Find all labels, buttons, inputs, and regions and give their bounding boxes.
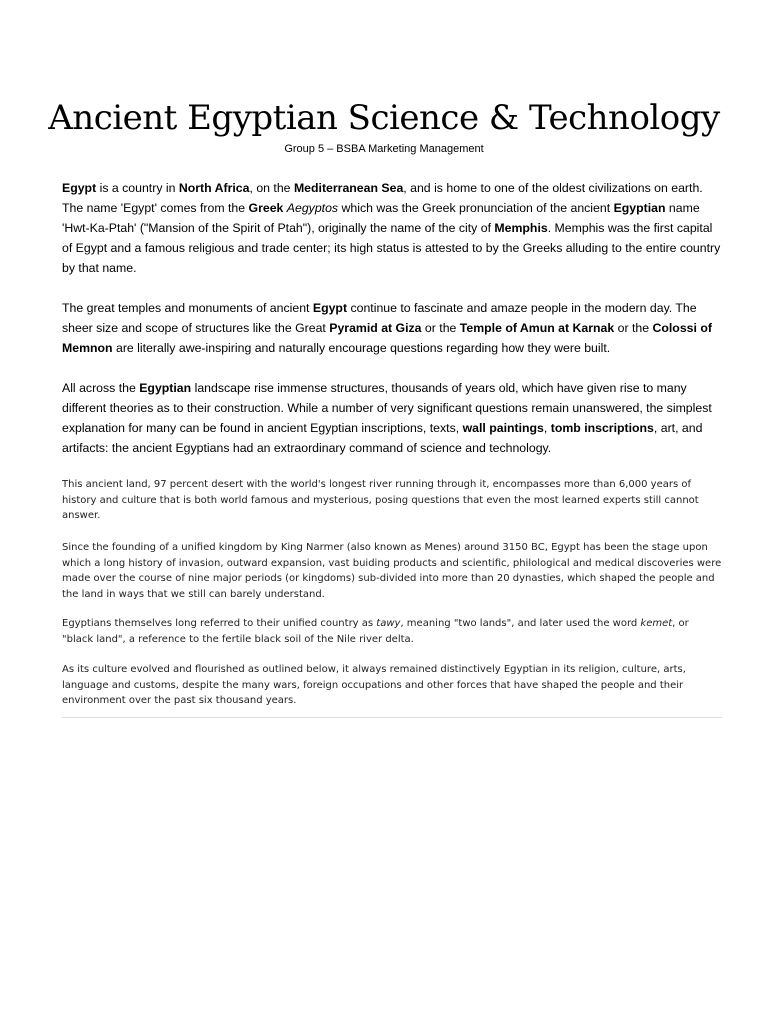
paragraph-egypt-intro [62,178,722,278]
text-span: are literally awe-inspiring and naturally encourage questions regarding how they were built. [112,341,611,355]
term-kemet: kemet [640,618,673,629]
text-span: , on the [249,181,294,195]
text-span: All across the [62,381,140,395]
page-title: Ancient Egyptian Science & Technology [48,98,720,138]
paragraph-ancient-land: This ancient land, 97 percent desert with the world's longest river running through it, encompasses more than 6,000 years of history and culture that is both world famous and mysterious, posing questions that even the most learned experts still cannot answer. [62,479,699,521]
keyword-north-africa: North Africa [178,181,250,195]
page-subtitle: Group 5 – BSBA Marketing Management [284,143,484,155]
term-tawy: tawy [376,618,401,629]
keyword-memphis: Memphis [494,221,548,235]
text-span: , and is home to one of the oldest civilizations on earth. The name 'Egypt' comes from the [62,181,703,215]
keyword-temple-of-amun: Temple of Amun at Karnak [459,321,615,335]
text-span: The great temples and monuments of ancient [62,301,313,315]
text-span: name 'Hwt-Ka-Ptah' ("Mansion of the Spirit of Ptah"), originally the name of the city of [62,201,700,235]
text-span: continue to fascinate and amaze people in the modern day. The sheer size and scope of structures like the Great [62,301,697,335]
keyword-colossi-of-memnon: Colossi of Memnon [62,321,712,355]
text-span: , art, and artifacts: the ancient Egyptians had an extraordinary command of science and technology. [62,421,703,455]
keyword-mediterranean-sea: Mediterranean Sea [293,181,404,195]
paragraph-structures [62,378,722,458]
paragraph-unified-kingdom: Since the founding of a unified kingdom by King Narmer (also known as Menes) around 3150 BC, Egypt has been the stage upon which a long history of invasion, outward expansion, vast buiding products and scientific, philological and medical discoveries were made over the course of nine major periods (or kingdoms) sub-divided into more than 20 dynasties, which shaped the people and the land in ways that we still can barely understand. [62,542,722,600]
keyword-wall-paintings: wall paintings [462,421,544,435]
keyword-egyptian: Egyptian [139,381,192,395]
paragraph-monuments [62,298,722,358]
text-span: which was the Greek pronunciation of the ancient [338,201,614,215]
section-divider [62,717,722,718]
keyword-greek: Greek [248,201,284,215]
keyword-egypt: Egypt [312,301,348,315]
paragraph-culture: As its culture evolved and flourished as outlined below, it always remained distinctively Egyptian in its religion, culture, arts, language and customs, despite the many wars, foreign occupations and other forces that have shaped the people and their environment over the past six thousand years. [62,664,686,706]
text-span: . Memphis was the first capital of Egypt and a famous religious and trade center; its high status is attested to by the Greeks alluding to the entire country by that name. [62,221,721,275]
text-span: , or "black land", a reference to the fertile black soil of the Nile river delta. [62,618,689,645]
paragraph-two-lands [62,616,722,647]
keyword-tomb-inscriptions: tomb inscriptions [550,421,654,435]
term-aegyptos: Aegyptos [286,201,339,215]
keyword-egypt: Egypt [62,181,97,195]
text-span: , meaning "two lands", and later used the word [400,618,641,629]
text-span: , [543,421,551,435]
text-span: or the [421,321,460,335]
text-span: landscape rise immense structures, thousands of years old, which have given rise to many different theories as to their construction. While a number of very significant questions remain unanswered, the simplest explanation for many can be found in ancient Egyptian inscriptions, texts, [62,381,712,435]
text-span: is a country in [96,181,179,195]
text-span: Egyptians themselves long referred to their unified country as [62,618,377,629]
text-span: or the [614,321,653,335]
keyword-pyramid-at-giza: Pyramid at Giza [329,321,422,335]
keyword-egyptian: Egyptian [613,201,666,215]
